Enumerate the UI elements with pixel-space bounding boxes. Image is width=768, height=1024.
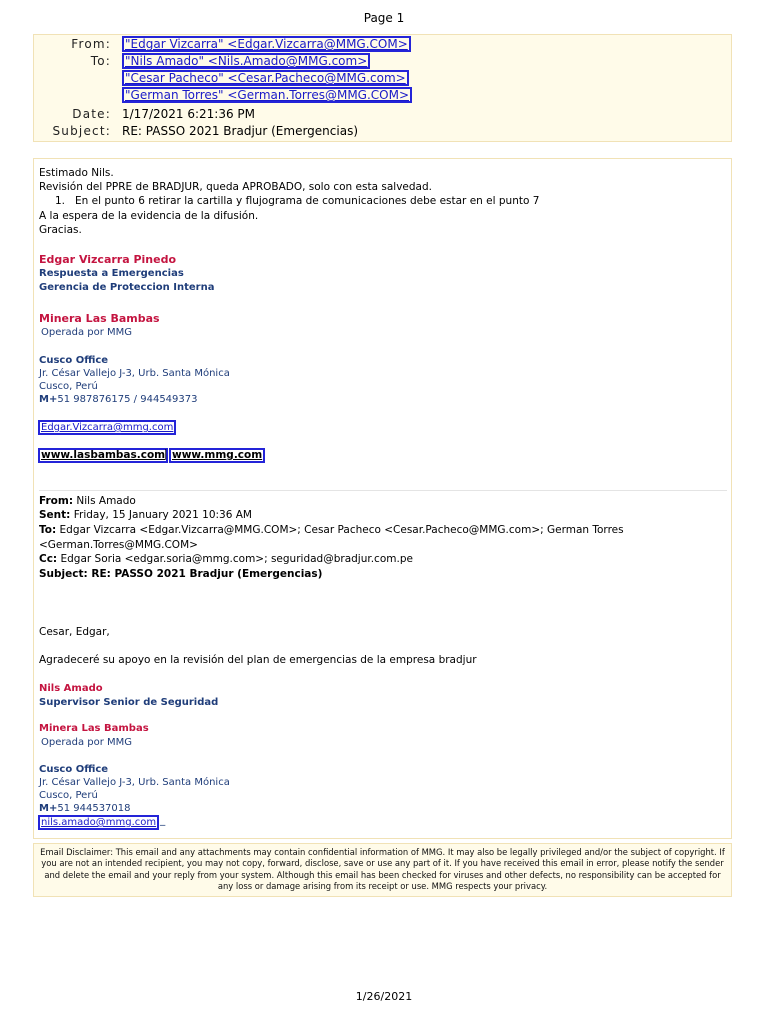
to-row: [34, 53, 731, 70]
sig2-office: Cusco Office: [39, 764, 109, 775]
sig2-trailing-underscore: _: [160, 814, 166, 826]
sig1-email-link[interactable]: Edgar.Vizcarra@mmg.com: [38, 420, 176, 435]
sig1-phone-prefix: M+: [39, 394, 58, 405]
orig-from: Nils Amado: [76, 495, 136, 507]
orig-sent-row: [39, 509, 252, 522]
subject-row: [34, 123, 731, 140]
orig-cc-row: [39, 553, 413, 566]
to-link-german[interactable]: "German Torres" <German.Torres@MMG.COM>: [122, 87, 412, 103]
from-label: From:: [71, 37, 111, 51]
orig-from-row: [39, 495, 136, 508]
reply-line3: A la espera de la evidencia de la difusión.: [39, 210, 259, 222]
sites-separator: |: [164, 448, 168, 460]
date-row: [34, 106, 731, 123]
orig-cc-label: Cc:: [39, 553, 58, 565]
email-body: [33, 158, 732, 839]
orig-subject: RE: PASSO 2021 Bradjur (Emergencias): [91, 568, 323, 580]
sig2-company: Minera Las Bambas: [39, 723, 149, 734]
email-disclaimer: Email Disclaimer: This email and any attachments may contain confidential information of MMG. It may also be legally privileged and/or the subject of copyright. If you are not an intended recipient, you may not copy, forward, disclose, save or use any part of it. If you have received this email in error, please notify the sender and delete the email and your reply from your system. Although this email has been checked for viruses and other defects, no responsibility can be accepted for any loss or damage arising from its receipt or use. MMG respects your privacy.: [33, 843, 732, 897]
sig1-dept: Gerencia de Proteccion Interna: [39, 282, 215, 293]
orig-cc: Edgar Soria <edgar.soria@mmg.com>; seguridad@bradjur.com.pe: [60, 553, 413, 565]
thread-separator: [39, 490, 727, 491]
from-link[interactable]: "Edgar Vizcarra" <Edgar.Vizcarra@MMG.COM>: [122, 36, 411, 52]
subject-label: Subject:: [52, 124, 111, 138]
sig2-phone-prefix: M+: [39, 803, 58, 814]
sig2-address: Jr. César Vallejo J-3, Urb. Santa Mónica: [39, 777, 230, 788]
reply-item-number: 1.: [55, 195, 66, 207]
sig1-role: Respuesta a Emergencias: [39, 268, 184, 279]
sig2-role: Supervisor Senior de Seguridad: [39, 697, 219, 708]
to-label: To:: [90, 54, 111, 68]
reply-thanks: Gracias.: [39, 224, 82, 236]
reply-greeting: Estimado Nils.: [39, 167, 114, 179]
mmg-link[interactable]: www.mmg.com: [169, 448, 265, 463]
to-row-2: [34, 70, 731, 87]
date-label: Date:: [72, 107, 111, 121]
orig-greeting: Cesar, Edgar,: [39, 626, 110, 638]
orig-to-row: [39, 524, 624, 537]
sig1-city: Cusco, Perú: [39, 381, 98, 392]
orig-sent: Friday, 15 January 2021 10:36 AM: [73, 509, 252, 521]
orig-sent-label: Sent:: [39, 509, 71, 521]
orig-subject-label: Subject:: [39, 568, 88, 580]
lasbambas-link[interactable]: www.lasbambas.com: [38, 448, 168, 463]
to-link-nils[interactable]: "Nils Amado" <Nils.Amado@MMG.com>: [122, 53, 370, 69]
sig2-city: Cusco, Perú: [39, 790, 98, 801]
sig1-phone-row: [39, 393, 198, 406]
sig2-operated: Operada por MMG: [41, 737, 133, 748]
reply-line1: Revisión del PPRE de BRADJUR, queda APROBADO, solo con esta salvedad.: [39, 181, 432, 193]
sig1-office: Cusco Office: [39, 355, 109, 366]
sig1-phone: 51 987876175 / 944549373: [57, 394, 198, 405]
reply-item-text: En el punto 6 retirar la cartilla y flujograma de comunicaciones debe estar en el punto 7: [75, 195, 540, 207]
sig1-name: Edgar Vizcarra Pinedo: [39, 253, 177, 266]
sig2-name: Nils Amado: [39, 683, 103, 694]
date-value: 1/17/2021 6:21:36 PM: [122, 107, 256, 121]
sig2-phone-row: [39, 802, 131, 815]
email-header: [33, 34, 732, 142]
subject-value: RE: PASSO 2021 Bradjur (Emergencias): [122, 124, 359, 138]
page-number: Page 1: [363, 11, 405, 25]
to-row-3: [34, 87, 731, 104]
orig-to: Edgar Vizcarra <Edgar.Vizcarra@MMG.COM>; Cesar Pacheco <Cesar.Pacheco@MMG.com>; German Torres: [59, 524, 624, 536]
print-date: 1/26/2021: [355, 990, 413, 1003]
sig1-company: Minera Las Bambas: [39, 312, 160, 325]
orig-to-cont: <German.Torres@MMG.COM>: [39, 539, 198, 551]
orig-from-label: From:: [39, 495, 74, 507]
to-link-cesar[interactable]: "Cesar Pacheco" <Cesar.Pacheco@MMG.com>: [122, 70, 409, 86]
sig1-operated: Operada por MMG: [41, 327, 133, 338]
orig-to-label: To:: [39, 524, 57, 536]
sig1-address: Jr. César Vallejo J-3, Urb. Santa Mónica: [39, 368, 230, 379]
orig-subject-row: [39, 568, 322, 581]
from-row: [34, 36, 731, 53]
sig2-phone: 51 944537018: [57, 803, 131, 814]
orig-body: Agradeceré su apoyo en la revisión del plan de emergencias de la empresa bradjur: [39, 654, 477, 666]
sig2-email-link[interactable]: nils.amado@mmg.com: [38, 815, 159, 830]
